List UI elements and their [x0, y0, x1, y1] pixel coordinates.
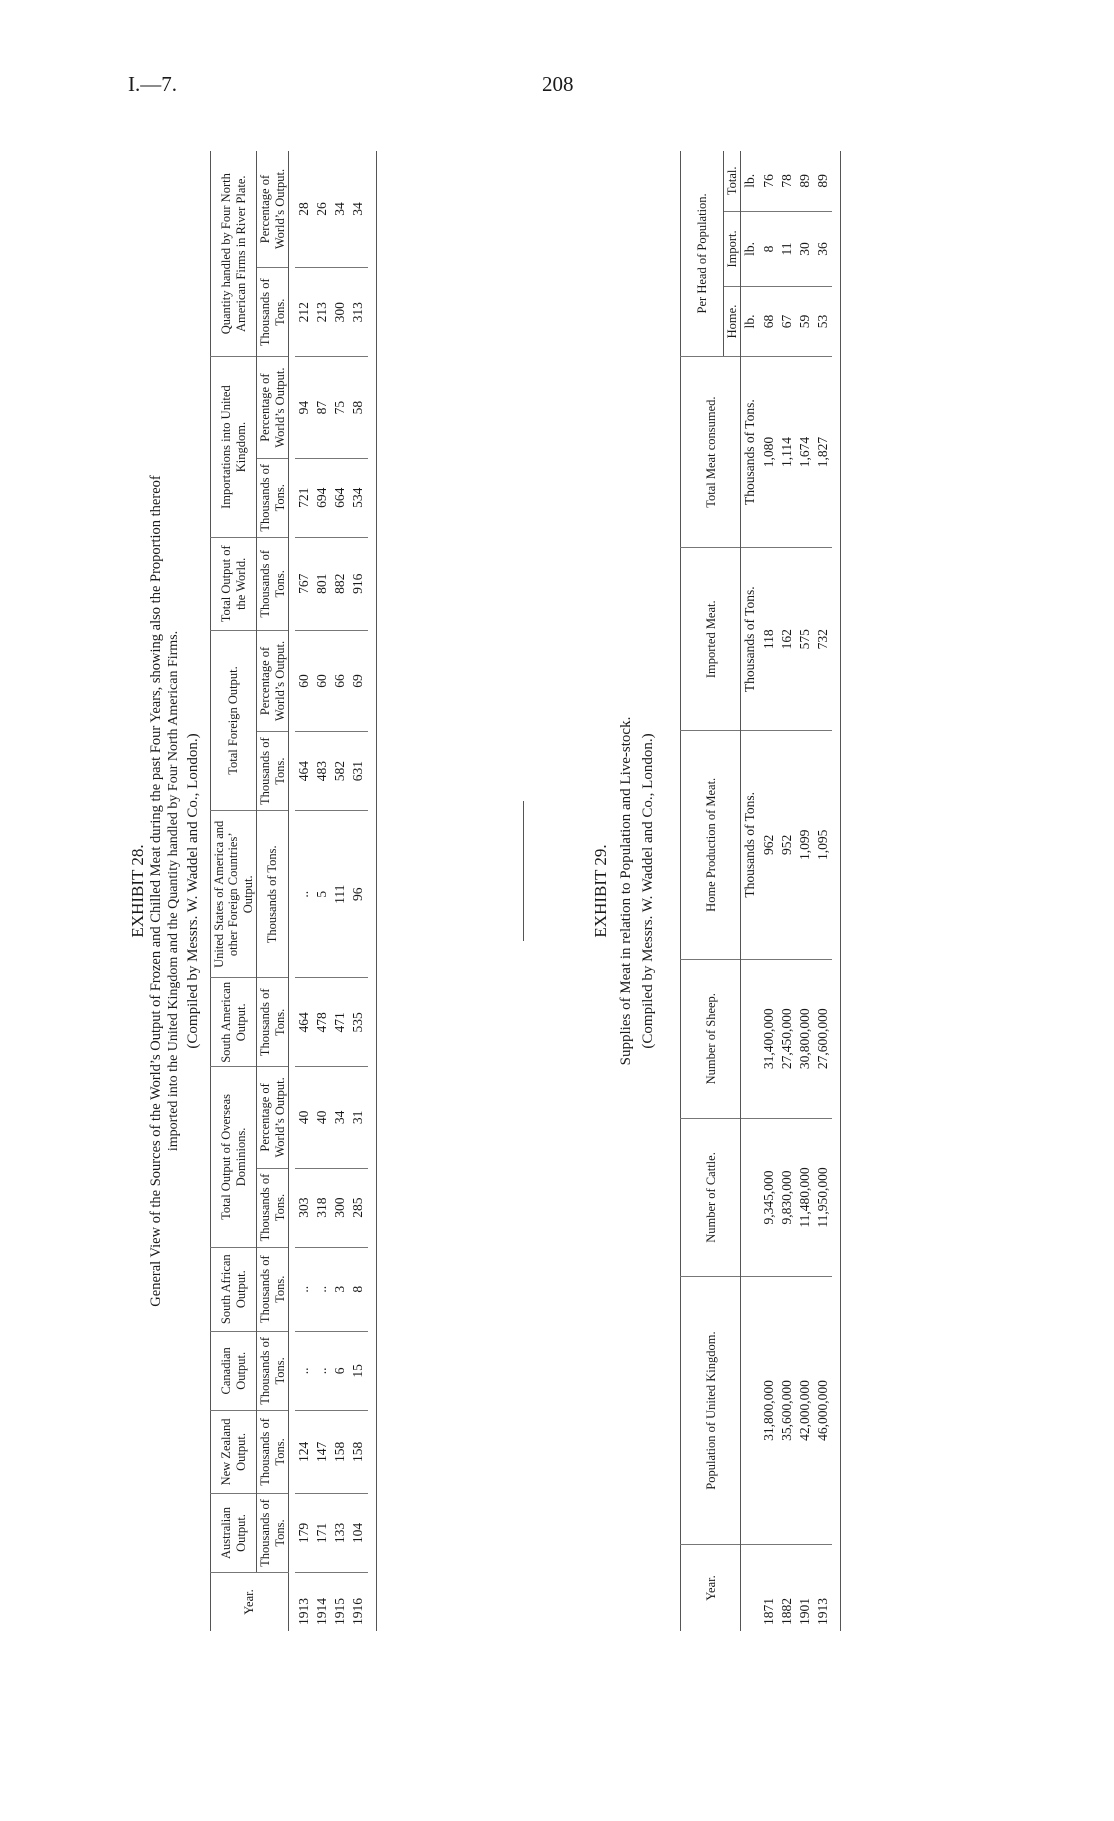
- cell: 87: [313, 357, 331, 458]
- table-row: [349, 151, 367, 1631]
- cell: 34: [331, 1067, 349, 1168]
- table-row: [760, 151, 778, 1631]
- year: 1882: [778, 1545, 796, 1632]
- cell: 303: [295, 1168, 313, 1247]
- cell: 1,099: [796, 731, 814, 960]
- cell: 27,600,000: [814, 959, 832, 1118]
- cell: 285: [349, 1168, 367, 1247]
- cell: 801: [313, 537, 331, 630]
- page-reference: I.—7.: [128, 72, 177, 96]
- unit-pct: Percentage of World’s Output.: [257, 630, 289, 731]
- cell: 59: [796, 287, 814, 357]
- cell: 147: [313, 1410, 331, 1493]
- cell: 76: [760, 174, 776, 188]
- unit-tons: Thousands of Tons.: [741, 731, 760, 960]
- col-overseas-dominions: Total Output of Overseas Dominions.: [211, 1067, 257, 1247]
- cell: 31,400,000: [760, 959, 778, 1118]
- cell: 67: [778, 287, 796, 357]
- col-na-firms: Quantity handled by Four North American Firms in River Plate.: [211, 151, 257, 357]
- cell: 8: [760, 211, 778, 287]
- units-row: [741, 151, 760, 1631]
- exhibit-29-compiled-by: (Compiled by Messrs. W. Waddel and Co., London.): [640, 733, 656, 1049]
- cell: 471: [331, 978, 349, 1067]
- table-row: [796, 151, 814, 1631]
- cell: 34: [350, 202, 366, 216]
- cell: 158: [349, 1410, 367, 1493]
- unit-tt: Thousands of Tons.: [257, 978, 289, 1067]
- cell: ..: [313, 1331, 331, 1410]
- cell: 1,095: [814, 731, 832, 960]
- cell: 11: [778, 211, 796, 287]
- cell: 133: [331, 1493, 349, 1572]
- exhibit-29-title: Supplies of Meat in relation to Population and Live-stock.: [618, 716, 634, 1066]
- cell: 31,800,000: [760, 1277, 778, 1545]
- cell: ..: [295, 1247, 313, 1331]
- col-total-world: Total Output of the World.: [211, 537, 257, 630]
- cell: 60: [313, 630, 331, 731]
- exhibit-29-label: EXHIBIT 29.: [591, 844, 610, 938]
- cell: 916: [349, 537, 367, 630]
- cell: 213: [313, 268, 331, 357]
- unit-lb: lb.: [741, 287, 760, 357]
- cell: 694: [313, 458, 331, 537]
- cell: 11,950,000: [814, 1118, 832, 1276]
- cell: 575: [796, 548, 814, 731]
- unit-tt: Thousands of Tons.: [257, 268, 289, 357]
- year: 1913: [814, 1545, 832, 1632]
- unit-pct: Percentage of World’s Output.: [257, 1067, 289, 1168]
- cell: 104: [349, 1493, 367, 1572]
- cell: 534: [349, 458, 367, 537]
- col-per-head-home: Home.: [724, 287, 741, 357]
- cell: 124: [295, 1410, 313, 1493]
- cell: 664: [331, 458, 349, 537]
- cell: 6: [331, 1331, 349, 1410]
- col-imported-meat: Imported Meat.: [681, 548, 741, 731]
- cell: 767: [295, 537, 313, 630]
- cell: 5: [313, 811, 331, 978]
- cell: 318: [313, 1168, 331, 1247]
- cell: 68: [760, 287, 778, 357]
- cell: 58: [349, 357, 367, 458]
- exhibit-28-label: EXHIBIT 28.: [128, 844, 147, 938]
- cell: 171: [313, 1493, 331, 1572]
- cell: 8: [349, 1247, 367, 1331]
- unit-tt: Thousands of Tons.: [257, 458, 289, 537]
- cell: 1,114: [778, 356, 796, 548]
- col-per-head-import: Import.: [724, 211, 741, 287]
- cell: 40: [313, 1067, 331, 1168]
- year: 1913: [295, 1573, 313, 1632]
- cell: 952: [778, 731, 796, 960]
- col-total-consumed: Total Meat consumed.: [681, 356, 741, 548]
- cell: 721: [295, 458, 313, 537]
- col-south-american: South American Output.: [211, 978, 257, 1067]
- col-per-head-total: Total.: [724, 151, 741, 211]
- cell: 60: [295, 630, 313, 731]
- col-south-african: South African Output.: [211, 1247, 257, 1331]
- col-year: Year.: [211, 1573, 289, 1632]
- cell: ..: [295, 811, 313, 978]
- table-row: [814, 151, 832, 1631]
- page-number: 208: [542, 72, 574, 96]
- table-row: [331, 151, 349, 1631]
- col-usa-foreign: United States of America and other Foreign Countries’ Output.: [211, 811, 257, 978]
- cell: 732: [814, 548, 832, 731]
- cell: 300: [331, 1168, 349, 1247]
- cell: 78: [778, 174, 794, 188]
- cell: 34: [332, 202, 348, 216]
- col-australian: Australian Output.: [211, 1493, 257, 1572]
- cell: 69: [349, 630, 367, 731]
- col-total-foreign: Total Foreign Output.: [211, 630, 257, 810]
- cell: 1,674: [796, 356, 814, 548]
- cell: ..: [295, 1331, 313, 1410]
- cell: 158: [331, 1410, 349, 1493]
- cell: 111: [331, 811, 349, 978]
- cell: 9,830,000: [778, 1118, 796, 1276]
- cell: 35,600,000: [778, 1277, 796, 1545]
- cell: 300: [331, 268, 349, 357]
- cell: 89: [796, 174, 812, 188]
- cell: 31: [349, 1067, 367, 1168]
- col-year: Year.: [681, 1545, 741, 1632]
- cell: 3: [331, 1247, 349, 1331]
- cell: 179: [295, 1493, 313, 1572]
- cell: 962: [760, 731, 778, 960]
- cell: 313: [349, 268, 367, 357]
- unit-tons: Thousands of Tons.: [741, 356, 760, 548]
- cell: 30,800,000: [796, 959, 814, 1118]
- col-per-head: Per Head of Population.: [681, 151, 724, 356]
- rotated-page-content: [128, 141, 998, 1641]
- col-sheep: Number of Sheep.: [681, 959, 741, 1118]
- cell: 483: [313, 732, 331, 811]
- table-row: [295, 151, 313, 1631]
- year: 1914: [313, 1573, 331, 1632]
- unit-tt: Thousands of Tons.: [257, 1493, 289, 1572]
- year: 1915: [331, 1573, 349, 1632]
- exhibit-28-table: [210, 151, 377, 1631]
- exhibit-29-table: [680, 151, 841, 1631]
- cell: ..: [313, 1247, 331, 1331]
- unit-lb: lb.: [741, 211, 760, 287]
- unit-tt: Thousands of Tons.: [257, 1168, 289, 1247]
- unit-tt: Thousands of Tons.: [257, 732, 289, 811]
- cell: 15: [349, 1331, 367, 1410]
- unit-pct: Percentage of World’s Output.: [257, 357, 289, 458]
- cell: 30: [796, 211, 814, 287]
- cell: 1,080: [760, 356, 778, 548]
- year: 1916: [349, 1573, 367, 1632]
- cell: 162: [778, 548, 796, 731]
- cell: 26: [314, 202, 330, 216]
- exhibit-28-compiled-by: (Compiled by Messrs. W. Waddel and Co., London.): [185, 733, 201, 1049]
- exhibit-28-title-line1: General View of the Sources of the World’s Output of Frozen and Chilled Meat during the past Four Years, showing also the Proportion thereof: [148, 475, 164, 1307]
- cell: 94: [295, 357, 313, 458]
- year: 1901: [796, 1545, 814, 1632]
- year: 1871: [760, 1545, 778, 1632]
- unit-tt: Thousands of Tons.: [257, 1410, 289, 1493]
- cell: 882: [331, 537, 349, 630]
- unit-tt: Thousands of Tons.: [257, 1247, 289, 1331]
- cell: 40: [295, 1067, 313, 1168]
- unit-tt: Thousands of Tons.: [257, 811, 289, 978]
- exhibit-28-title-line2: imported into the United Kingdom and the Quantity handled by Four North American Firms.: [166, 630, 181, 1152]
- unit-pct: Percentage of World’s Output.: [257, 151, 289, 268]
- cell: 582: [331, 732, 349, 811]
- col-home-production: Home Production of Meat.: [681, 731, 741, 960]
- cell: 478: [313, 978, 331, 1067]
- table-row: [778, 151, 796, 1631]
- cell: 11,480,000: [796, 1118, 814, 1276]
- cell: 66: [331, 630, 349, 731]
- col-population: Population of United Kingdom.: [681, 1277, 741, 1545]
- cell: 42,000,000: [796, 1277, 814, 1545]
- unit-tt: Thousands of Tons.: [257, 537, 289, 630]
- cell: 96: [349, 811, 367, 978]
- cell: 535: [349, 978, 367, 1067]
- cell: 631: [349, 732, 367, 811]
- cell: 36: [814, 211, 832, 287]
- cell: 212: [295, 268, 313, 357]
- unit-tons: Thousands of Tons.: [741, 548, 760, 731]
- cell: 464: [295, 978, 313, 1067]
- cell: 118: [760, 548, 778, 731]
- cell: 9,345,000: [760, 1118, 778, 1276]
- cell: 27,450,000: [778, 959, 796, 1118]
- cell: 53: [814, 287, 832, 357]
- exhibit-divider: [523, 801, 524, 941]
- cell: 89: [815, 174, 831, 188]
- cell: 28: [295, 202, 311, 216]
- cell: 464: [295, 732, 313, 811]
- cell: 75: [331, 357, 349, 458]
- unit-lb: lb.: [742, 173, 758, 188]
- col-cattle: Number of Cattle.: [681, 1118, 741, 1276]
- cell: 1,827: [814, 356, 832, 548]
- table-row: [313, 151, 331, 1631]
- col-new-zealand: New Zealand Output.: [211, 1410, 257, 1493]
- cell: 46,000,000: [814, 1277, 832, 1545]
- unit-tt: Thousands of Tons.: [257, 1331, 289, 1410]
- col-canadian: Canadian Output.: [211, 1331, 257, 1410]
- col-uk-imports: Importations into United Kingdom.: [211, 357, 257, 537]
